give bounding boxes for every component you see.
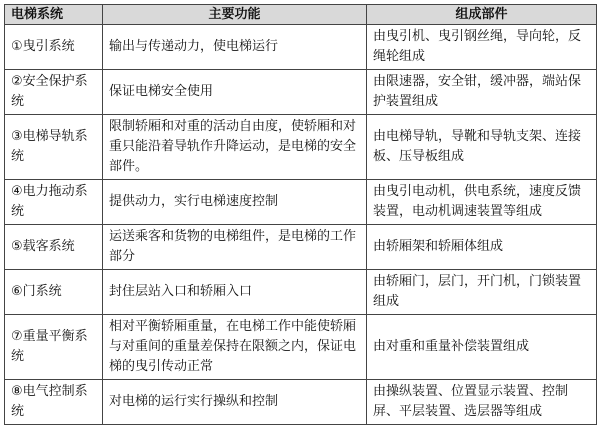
system-name-cell: ⑤载客系统 [5, 225, 103, 270]
table-row [5, 380, 597, 425]
table-row [5, 225, 597, 270]
components-cell: 由曳引机、曳引钢丝绳，导向轮，反绳轮组成 [367, 25, 597, 70]
header-function: 主要功能 [103, 5, 367, 25]
function-cell: 保证电梯安全使用 [103, 70, 367, 115]
components-cell: 由电梯导轨，导靴和导轨支架、连接板、压导板组成 [367, 115, 597, 180]
function-cell: 对电梯的运行实行操纵和控制 [103, 380, 367, 425]
system-name-cell: ⑧电气控制系统 [5, 380, 103, 425]
function-cell: 提供动力，实行电梯速度控制 [103, 180, 367, 225]
components-cell: 由轿厢架和轿厢体组成 [367, 225, 597, 270]
system-name-cell: ①曳引系统 [5, 25, 103, 70]
table-row [5, 180, 597, 225]
header-row [5, 5, 597, 25]
table-row [5, 70, 597, 115]
components-cell: 由限速器，安全钳，缓冲器，端站保护装置组成 [367, 70, 597, 115]
function-cell: 限制轿厢和对重的活动自由度，使轿厢和对重只能沿着导轨作升降运动，是电梯的安全部件。 [103, 115, 367, 180]
function-cell: 封住层站入口和轿厢入口 [103, 270, 367, 315]
table-row [5, 25, 597, 70]
system-name-cell: ②安全保护系统 [5, 70, 103, 115]
function-cell: 输出与传递动力，使电梯运行 [103, 25, 367, 70]
function-cell: 运送乘客和货物的电梯组件，是电梯的工作部分 [103, 225, 367, 270]
function-cell: 相对平衡轿厢重量，在电梯工作中能使轿厢与对重间的重量差保持在限额之内，保证电梯的曳引传动正常 [103, 315, 367, 380]
table-row [5, 270, 597, 315]
components-cell: 由轿厢门，层门，开门机，门锁装置组成 [367, 270, 597, 315]
system-name-cell: ⑦重量平衡系统 [5, 315, 103, 380]
system-name-cell: ③电梯导轨系统 [5, 115, 103, 180]
components-cell: 由对重和重量补偿装置组成 [367, 315, 597, 380]
system-name-cell: ④电力拖动系统 [5, 180, 103, 225]
header-system: 电梯系统 [5, 5, 103, 25]
table-row [5, 115, 597, 180]
components-cell: 由曳引电动机，供电系统，速度反馈装置，电动机调速装置等组成 [367, 180, 597, 225]
header-components: 组成部件 [367, 5, 597, 25]
elevator-systems-table [4, 4, 597, 425]
components-cell: 由操纵装置、位置显示装置、控制屏、平层装置、选层器等组成 [367, 380, 597, 425]
table-row [5, 315, 597, 380]
system-name-cell: ⑥门系统 [5, 270, 103, 315]
